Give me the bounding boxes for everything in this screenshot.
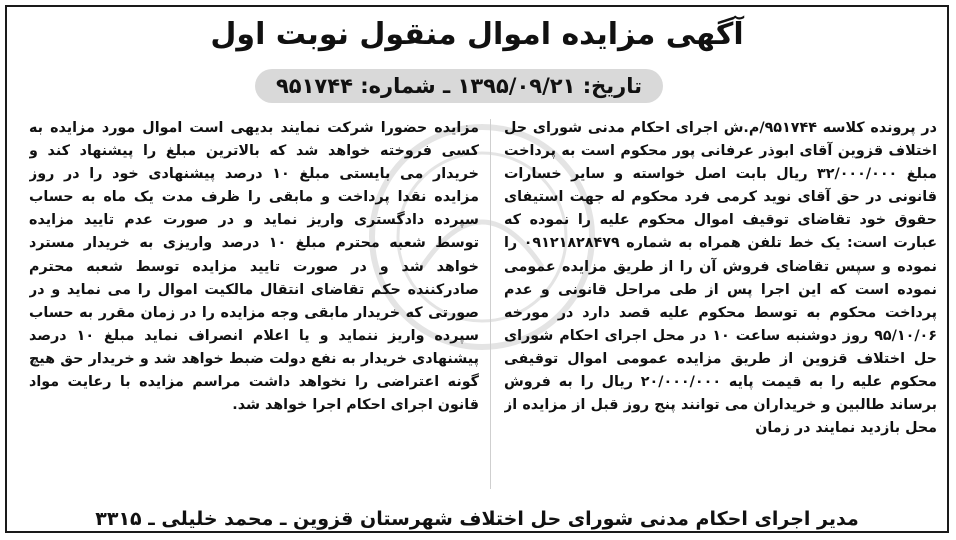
notice-title: آگهی مزایده اموال منقول نوبت اول [210,17,744,52]
notice-body-right-column: در پرونده کلاسه ۹۵۱۷۴۴/م.ش اجرای احکام مدنی شورای حل اختلاف قزوین آقای ابوذر عرفانی پور محکوم است به پرداخت مبلغ ۳۲/۰۰۰/۰۰۰ ریال بابت اصل خواسته و سایر خسارات قانونی در حق آقای نوید کرمی فرد محکوم له جهت استیفای حقوق خود تقاضای توقیف اموال محکوم علیه را نموده که عبارت است: یک خط تلفن همراه به شماره ۰۹۱۲۱۸۲۸۴۷۹ را نموده و سپس تقاضای فروش آن را از طریق مزایده عمومی نموده است که این اجرا پس از طی مراحل قانونی و عدم پرداخت محکوم به توسط محکوم علیه قصد دارد در مورخه ۹۵/۱۰/۰۶ روز دوشنبه ساعت ۱۰ در محل اجرای احکام شورای حل اختلاف قزوین از طریق مزایده عمومی اموال توقیفی محکوم علیه را به قیمت پایه ۲۰/۰۰۰/۰۰۰ ریال را به فروش برساند طالبین و خریداران می توانند پنج روز قبل از مزایده از محل بازدید نمایند در زمان [504,120,937,437]
date-number-bar: تاریخ: ۱۳۹۵/۰۹/۲۱ ـ شماره: ۹۵۱۷۴۴ [255,69,663,103]
column-divider [490,119,491,489]
notice-body-left-column: مزایده حضورا شرکت نمایند بدیهی است اموال مورد مزایده به کسی فروخته خواهد شد که بالاترین مبلغ را پیشنهاد کند و خریدار می بایستی مبلغ ۱۰ درصد پیشنهادی خود را در روز مزایده نقدا پرداخت و مابقی را ظرف مدت یک ماه به حساب سپرده دادگستری واریز نماید و در صورت عدم تایید مزایده توسط شعبه محترم مبلغ ۱۰ درصد واریزی به خریدار مسترد خواهد شد و در صورت تایید مزایده توسط شعبه محترم صادرکننده حکم تقاضای انتقال مالکیت اموال را می نماید و در صورتی که خریدار مابقی وجه مزایده را در زمان مقرر به حساب سپرده واریز ننماید و یا اعلام انصراف نماید مبلغ ۱۰ درصد پیشنهادی خریدار به نفع دولت ضبط خواهد شد و خریدار حق هیچ گونه اعتراضی را نخواهد داشت مراسم مزایده با رعایت مواد قانون اجرای احکام اجرا خواهد شد. [29,120,479,414]
notice-frame [5,5,949,533]
notice-signature-footer: مدیر اجرای احکام مدنی شورای حل اختلاف شهرستان قزوین ـ محمد خلیلی ـ ۳۳۱۵ [95,508,859,530]
